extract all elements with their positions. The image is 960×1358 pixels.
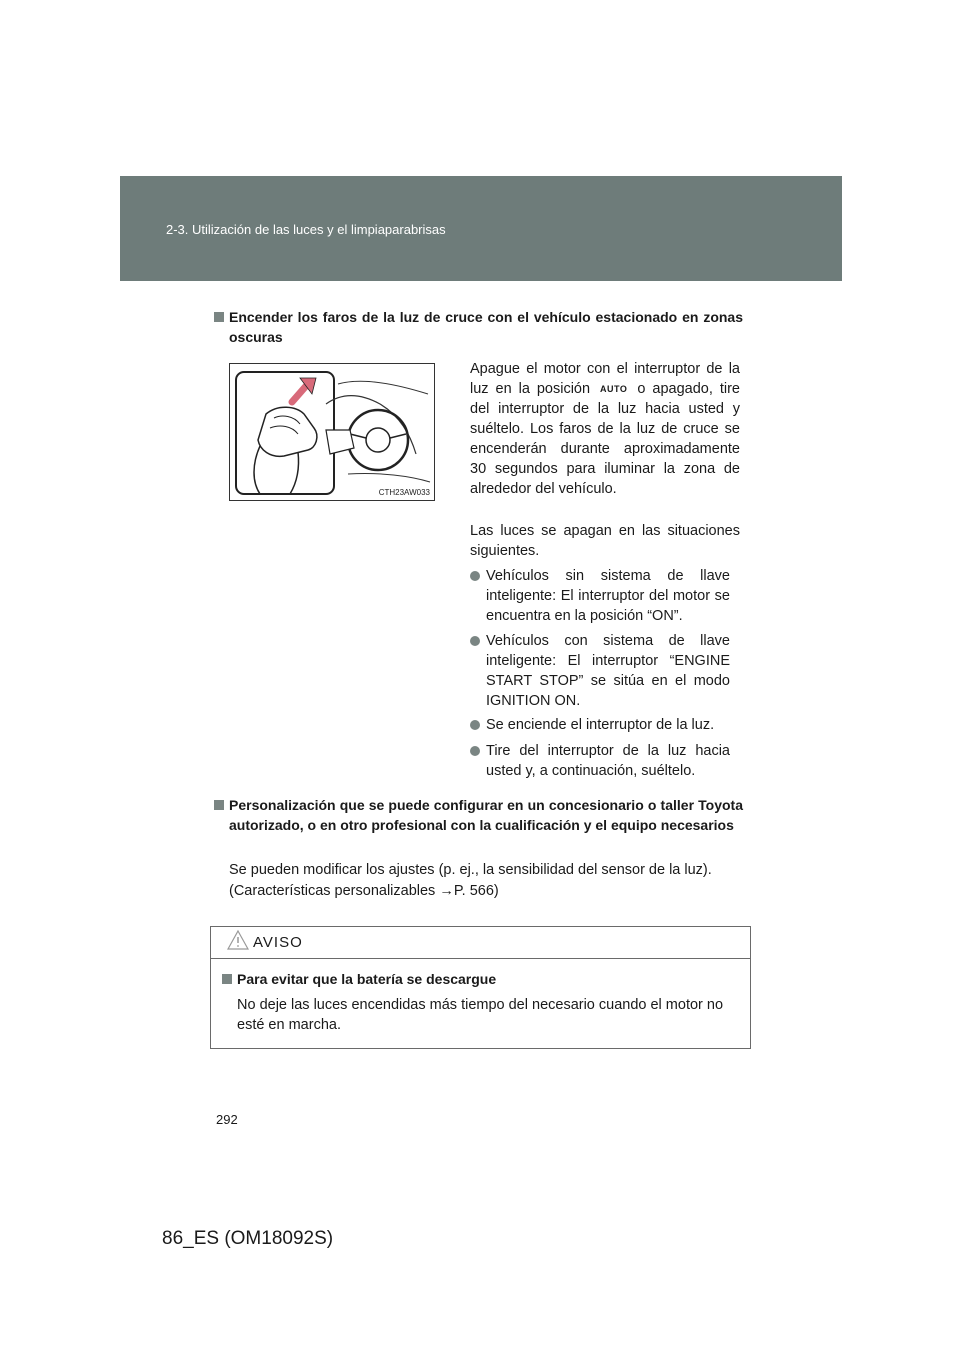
heading-text: Encender los faros de la luz de cruce con el vehículo estacionado en zonas oscuras (229, 309, 743, 345)
warning-header (211, 927, 750, 959)
round-bullet-icon (470, 746, 480, 756)
instruction-paragraph (470, 359, 740, 499)
warning-triangle-icon (227, 929, 249, 951)
bullet-text: Tire del interruptor de la luz hacia usted y, a continuación, suéltelo. (486, 743, 730, 779)
warning-box (210, 926, 751, 1049)
bullet-text: Se enciende el interruptor de la luz. (486, 717, 715, 733)
section-heading-parking-lights (229, 307, 743, 347)
section-header-band (120, 176, 842, 281)
warning-title: AVISO (253, 934, 303, 951)
round-bullet-icon (470, 636, 480, 646)
lights-off-intro: Las luces se apagan en las situaciones siguientes. (470, 523, 740, 559)
figure-code: CTH23AW033 (378, 488, 430, 497)
bullet-text: Vehículos sin sistema de llave inteligente: El interruptor del motor se encuentra en la posición “ON”. (486, 568, 730, 624)
auto-position-symbol: AUTO (600, 384, 628, 394)
customization-text: Se pueden modificar los ajustes (p. ej., la sensibilidad del sensor de la luz). (229, 862, 712, 878)
square-bullet-icon (214, 312, 224, 322)
instruction-text-start: Apague el motor con el interruptor de la luz en la posición (470, 361, 740, 397)
customization-reference: (Características personalizables →P. 566) (229, 883, 499, 899)
list-item (486, 631, 730, 711)
bullet-text: Vehículos con sistema de llave inteligente: El interruptor “ENGINE START STOP” se sitúa en el modo IGNITION ON. (486, 633, 730, 709)
light-switch-illustration (229, 363, 435, 501)
square-bullet-icon (214, 800, 224, 810)
warning-text: No deje las luces encendidas más tiempo del necesario cuando el motor no esté en marcha. (237, 997, 724, 1033)
round-bullet-icon (470, 571, 480, 581)
square-bullet-icon (222, 974, 232, 984)
hand-pulling-switch-icon (230, 364, 434, 500)
warning-subheading-text: Para evitar que la batería se descargue (237, 971, 497, 987)
list-item (486, 715, 730, 735)
heading-text: Personalización que se puede configurar en un concesionario o taller Toyota autorizado, o en otro profesional con la cualificación y el equipo necesarios (229, 797, 743, 833)
section-heading-customization (229, 795, 743, 835)
round-bullet-icon (470, 720, 480, 730)
document-code: 86_ES (OM18092S) (162, 1228, 334, 1249)
list-item (486, 741, 730, 781)
page-number: 292 (216, 1112, 238, 1127)
list-item (486, 566, 730, 626)
section-title: 2-3. Utilización de las luces y el limpiaparabrisas (166, 222, 446, 237)
warning-subheading (237, 971, 496, 987)
instruction-text-end: o apagado, tire del interruptor de la luz hacia usted y suéltelo. Los faros de la luz de cruce se encenderán durante aproximadamente 30 segundos para iluminar la zona de alrededor del vehículo. (470, 381, 741, 497)
